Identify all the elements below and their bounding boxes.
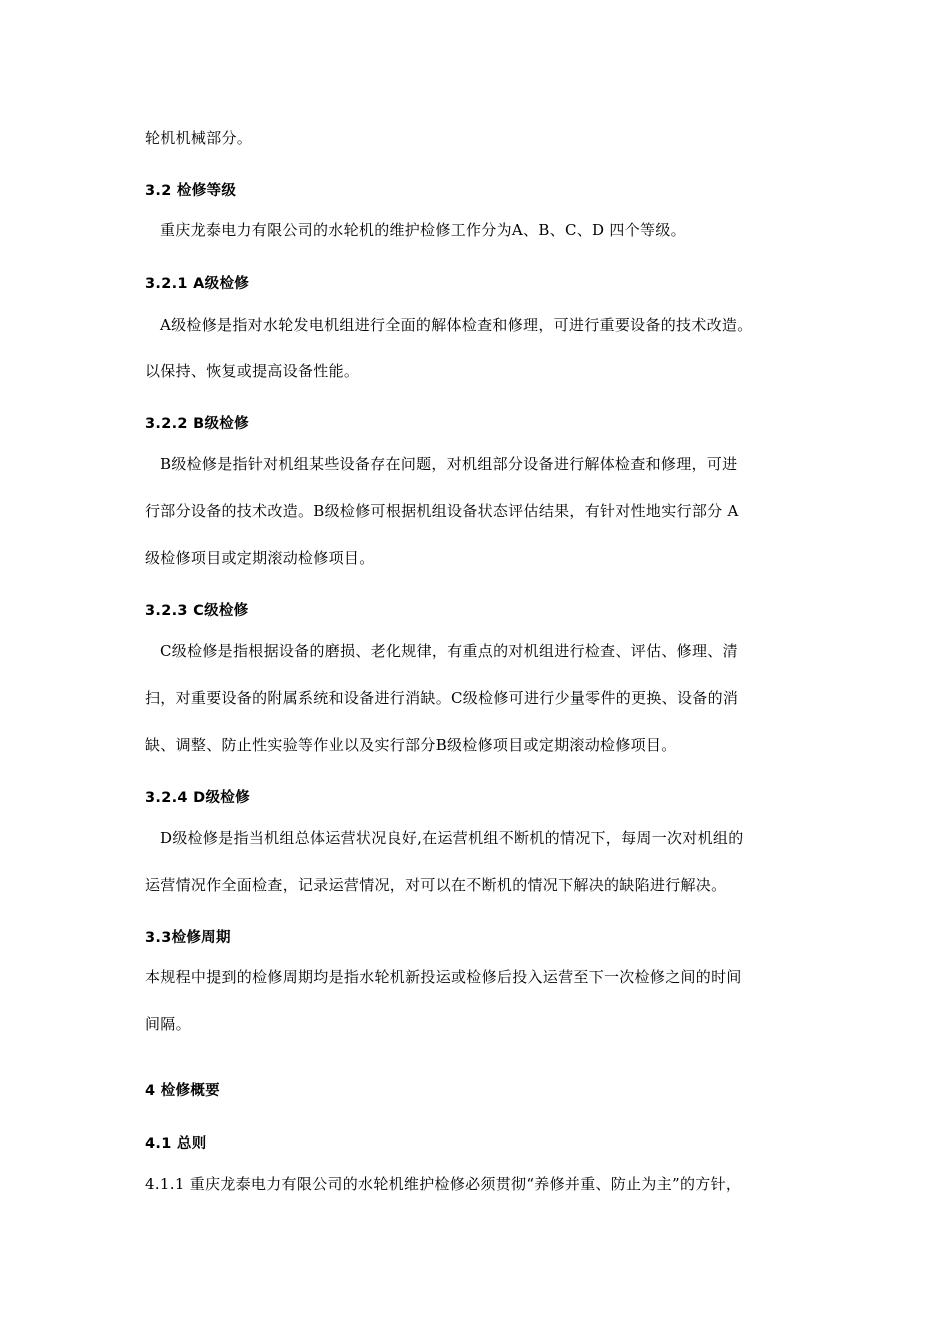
section-heading-3-2-1: 3.2.1 A级检修	[145, 276, 250, 292]
section-heading-3-3: 3.3检修周期	[145, 930, 231, 946]
paragraph-line: 级检修项目或定期滚动检修项目。	[145, 549, 375, 567]
paragraph-line: D级检修是指当机组总体运营状况良好,在运营机组不断机的情况下，每周一次对机组的	[160, 829, 744, 847]
paragraph-line: 间隔。	[145, 1015, 191, 1033]
paragraph-line: 以保持、恢复或提高设备性能。	[145, 362, 360, 380]
paragraph-line: 重庆龙泰电力有限公司的水轮机的维护检修工作分为A、B、C、D 四个等级。	[160, 221, 686, 239]
paragraph-line: 扫，对重要设备的附属系统和设备进行消缺。C级检修可进行少量零件的更换、设备的消	[145, 689, 739, 707]
section-heading-4: 4 检修概要	[145, 1083, 220, 1099]
paragraph-line: 运营情况作全面检查，记录运营情况，对可以在不断机的情况下解决的缺陷进行解决。	[145, 876, 727, 894]
section-heading-3-2-4: 3.2.4 D级检修	[145, 790, 250, 806]
section-heading-4-1: 4.1 总则	[145, 1136, 207, 1152]
paragraph-line: 缺、调整、防止性实验等作业以及实行部分B级检修项目或定期滚动检修项目。	[145, 736, 677, 754]
paragraph-line: 4.1.1 重庆龙泰电力有限公司的水轮机维护检修必须贯彻“养修并重、防止为主”的方针，	[145, 1175, 742, 1193]
paragraph-line: 轮机机械部分。	[145, 129, 253, 147]
section-heading-3-2-3: 3.2.3 C级检修	[145, 603, 249, 619]
section-heading-3-2: 3.2 检修等级	[145, 183, 237, 199]
section-heading-3-2-2: 3.2.2 B级检修	[145, 416, 249, 432]
paragraph-line: C级检修是指根据设备的磨损、老化规律，有重点的对机组进行检查、评估、修理、清	[160, 642, 738, 660]
paragraph-line: A级检修是指对水轮发电机组进行全面的解体检查和修理，可进行重要设备的技术改造。	[160, 316, 753, 334]
paragraph-line: 行部分设备的技术改造。B级检修可根据机组设备状态评估结果，有针对性地实行部分 A	[145, 502, 739, 520]
paragraph-line: 本规程中提到的检修周期均是指水轮机新投运或检修后投入运营至下一次检修之间的时间	[145, 968, 742, 986]
paragraph-line: B级检修是指针对机组某些设备存在问题，对机组部分设备进行解体检查和修理，可进	[160, 455, 738, 473]
